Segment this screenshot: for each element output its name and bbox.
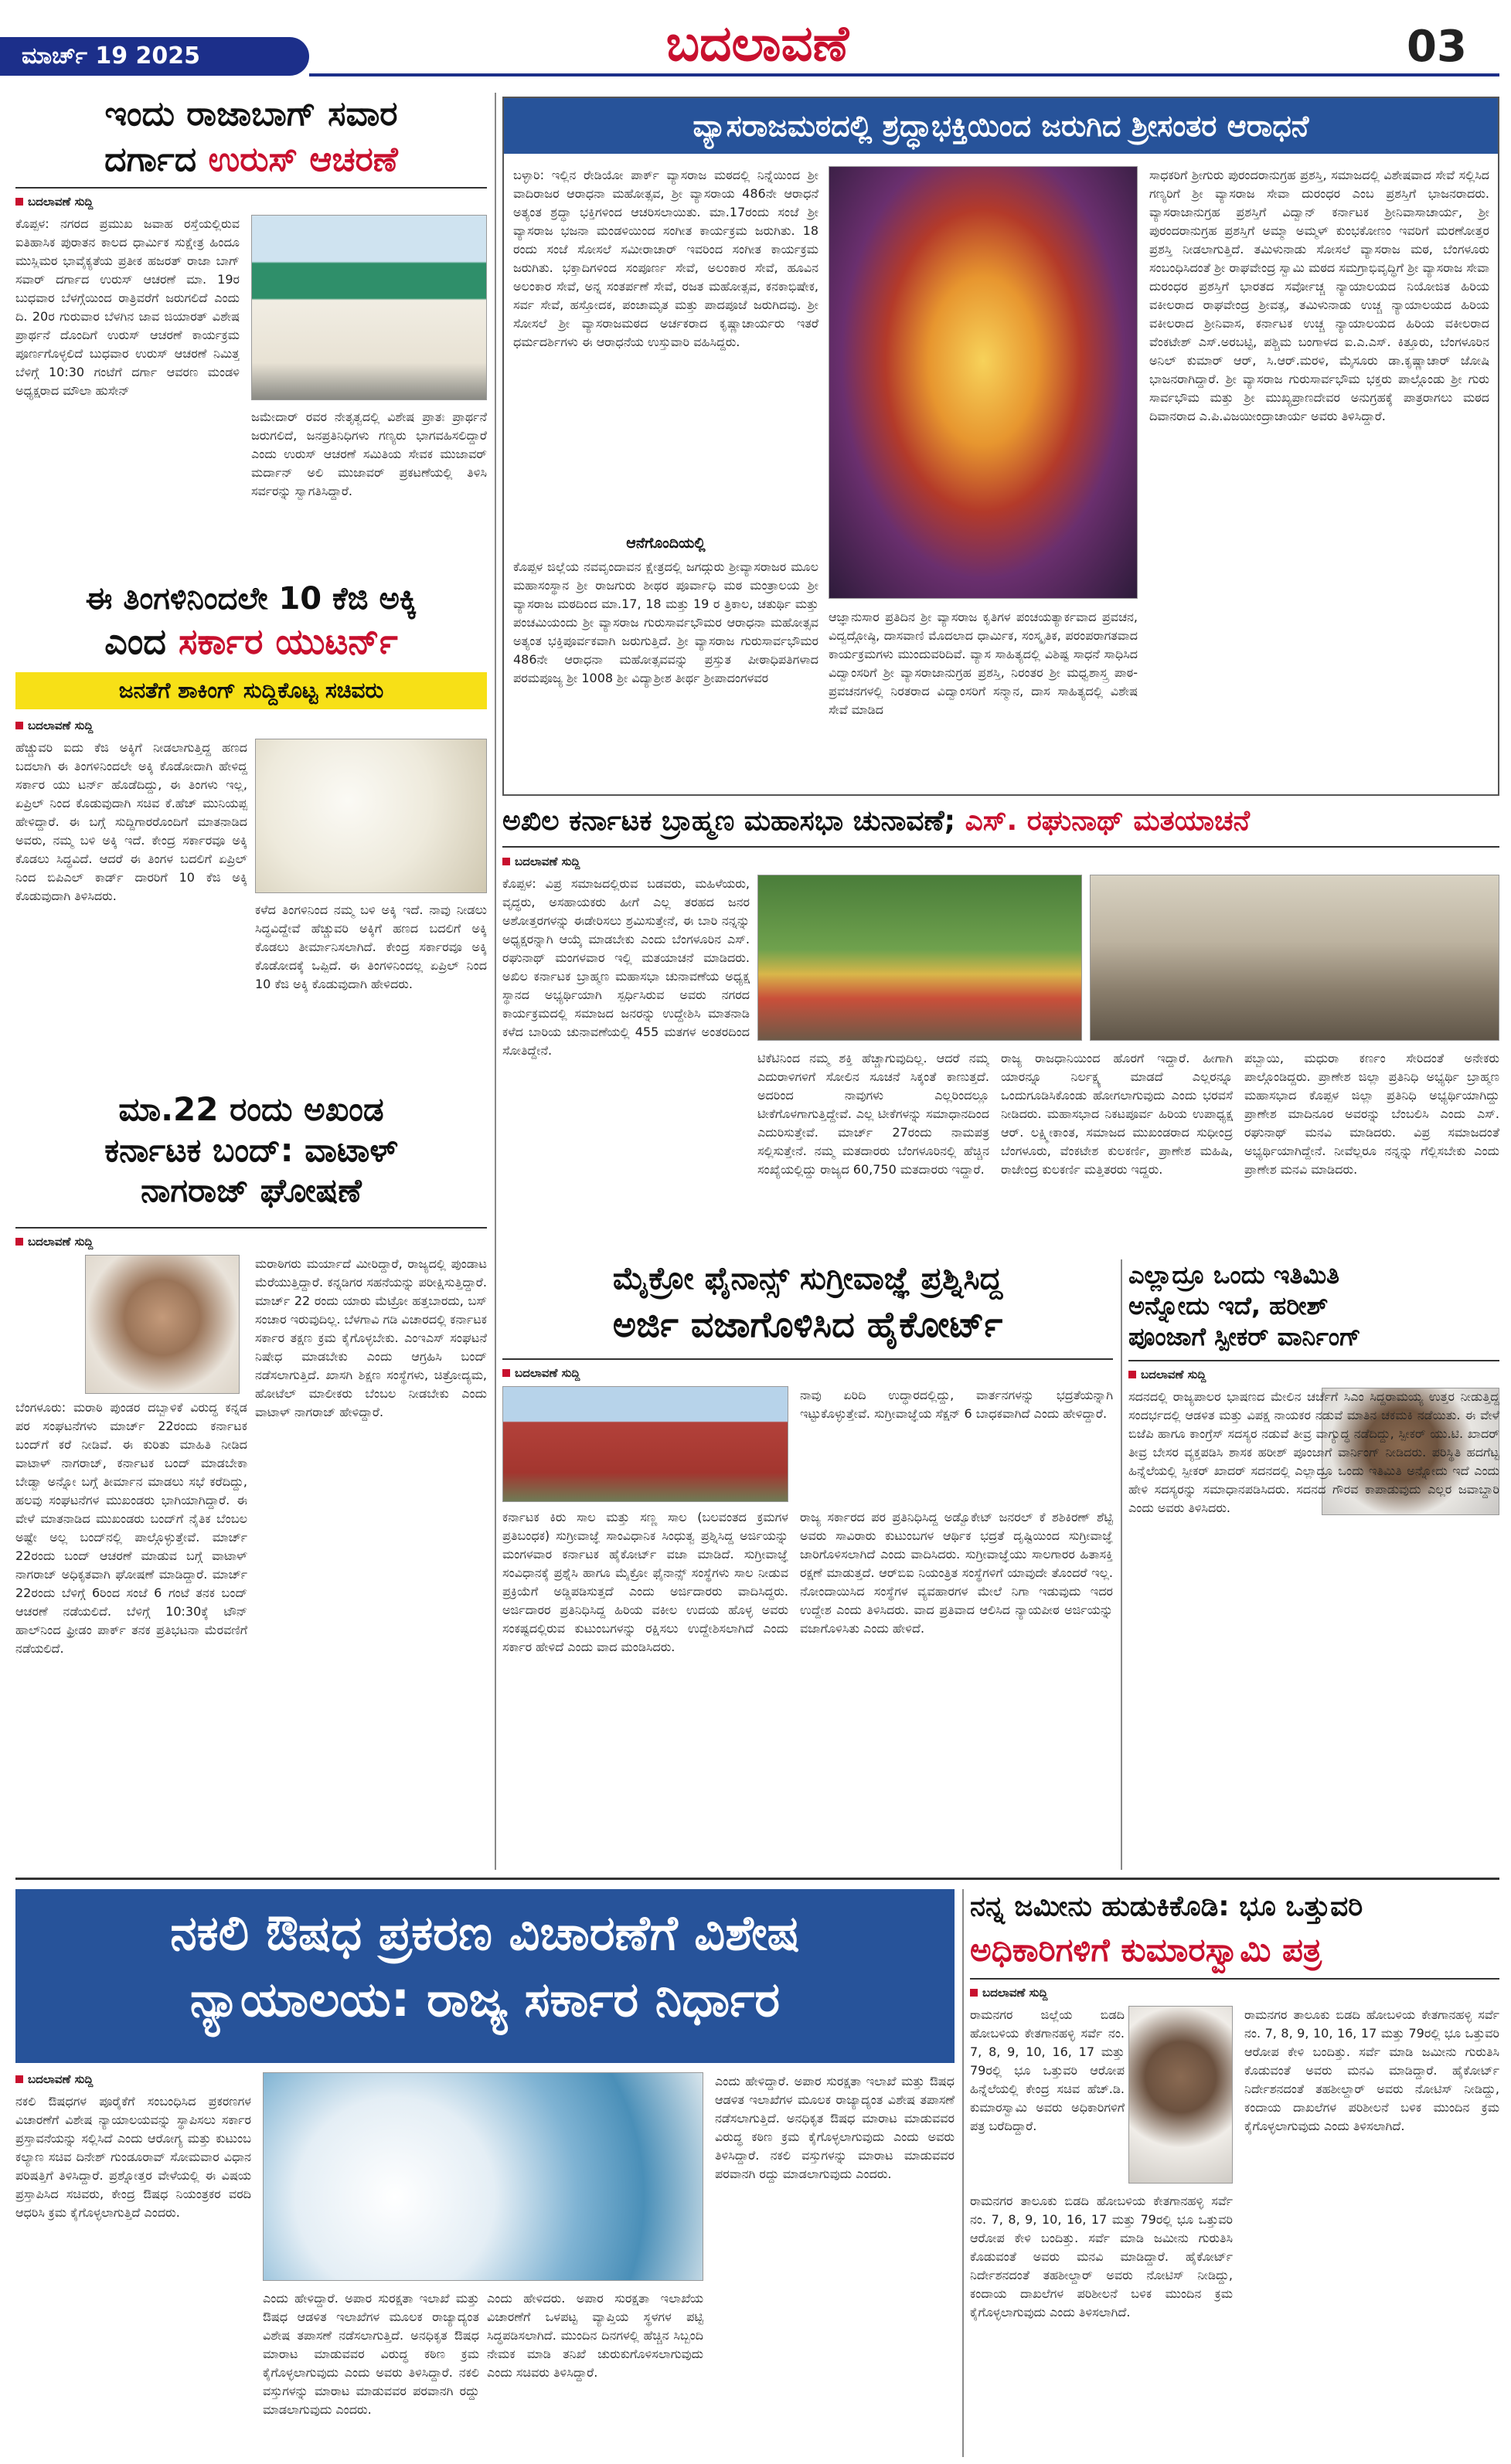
paper-title: ಬದಲಾವಣೆ	[665, 15, 849, 73]
section-divider	[15, 1878, 1499, 1880]
story-col-2: ಆಜ್ಞಾನುಸಾರ ಪ್ರತಿದಿನ ಶ್ರೀ ವ್ಯಾಸರಾಜ ಕೃತಿಗಳ ಪಂಚಯತ್ಯಾರ್ಕವಾದ ಪ್ರವಚನ, ವಿದ್ವದ್ಗೋಷ್ಠಿ, ದಾಸವಾಣಿ ಮೊದಲಾದ ಧಾರ್ಮಿಕ, ಸಂಸ್ಕೃತಿಕ, ಪರಂಪರಾಗತವಾದ ಕಾರ್ಯಕ್ರಮಗಳು ಮುಂದುವರಿದಿವೆ. ವ್ಯಾಸ ಸಾಹಿತ್ಯದಲ್ಲಿ ವಿಶಿಷ್ಟ ಸಾಧನೆ ಸಾಧಿಸಿದ ವಿದ್ವಾಂಸರಿಗೆ ಶ್ರೀ ವ್ಯಾಸರಾಜಾನುಗ್ರಹ ಪ್ರಶಸ್ತಿ, ನಿರಂತರ ಶ್ರೀ ಮಧ್ವಶಾಸ್ತ್ರ ಪಾಠ-ಪ್ರವಚನಗಳಲ್ಲಿ ನಿರತರಾದ ವಿದ್ವಾಂಸರಿಗೆ ಸನ್ಮಾನ, ದಾಸ ಸಾಹಿತ್ಯದಲ್ಲಿ ವಿಶೇಷ ಸೇವೆ ಮಾಡಿದ	[829, 610, 1138, 717]
byline-marker	[15, 1238, 23, 1246]
byline	[502, 1366, 580, 1380]
headline-line-2	[15, 620, 487, 664]
high-court-photo	[502, 1386, 788, 1502]
byline	[15, 195, 93, 209]
story-col-4: ಪಬ್ಬಾಯಿ, ಮಧುರಾ ಕರ್ಣಂ ಸೇರಿದಂತೆ ಅನೇಕರು ಪಾಲ್ಗೊಂಡಿದ್ದರು. ಪ್ರಾಣೇಶ ಜಿಲ್ಲಾ ಪ್ರತಿನಿಧಿ ಅಭ್ಯರ್ಥಿ ಬ್ರಾಹ್ಮಣ ಮಹಾಸಭಾದ ಕೊಪ್ಪಳ ಜಿಲ್ಲಾ ಪ್ರತಿನಿಧಿ ಅಭ್ಯರ್ಥಿಯಾಗಿದ್ದು ಪ್ರಾಣೇಶ ಮಾದಿನೂರ ಅವರನ್ನು ಬೆಂಬಲಿಸಿ ಎಂದು ಎಸ್. ರಘುನಾಥ್ ಮನವಿ ಮಾಡಿದರು. ವಿಪ್ರ ಸಮಾಜದಂತೆ ಅಭ್ಯರ್ಥಿಯಾಗಿದ್ದೇನೆ. ನೀವೆಲ್ಲರೂ ನನ್ನನ್ನು ಗೆಲ್ಲಿಸಬೇಕು ಎಂದು ಪ್ರಾಣೇಶ ಮನವಿ ಮಾಡಿದರು.	[1244, 1051, 1499, 1177]
headline-divider	[502, 846, 1499, 848]
byline-marker	[15, 722, 23, 729]
story-aradhane	[502, 97, 1499, 796]
story-col-3: ರಾಜ್ಯ ರಾಜಧಾನಿಯಿಂದ ಹೊರಗೆ ಇದ್ದಾರೆ. ಹೀಗಾಗಿ ಯಾರನ್ನೂ ನಿರ್ಲಕ್ಷ್ಯ ಮಾಡದೆ ಎಲ್ಲರನ್ನೂ ಒಂದುಗೂಡಿಸಿಕೊಂಡು ಹೋಗಲಾಗುವುದು ಎಂದು ಭರವಸೆ ನೀಡಿದರು. ಮಹಾಸಭಾದ ನಿಕಟಪೂರ್ವ ಹಿರಿಯ ಉಪಾಧ್ಯಕ್ಷ ಆರ್. ಲಕ್ಷ್ಮೀಕಾಂತ, ಸಮಾಜದ ಮುಖಂಡರಾದ ಸುಧೀಂದ್ರ ಬೆಂಗಳೂರು, ವೆಂಕಟೇಶ ಕುಲಕರ್ಣಿ, ಪ್ರಾಣೇಶ ಮಹಿಷಿ, ರಾಜೇಂದ್ರ ಕುಲಕರ್ಣಿ ಮತ್ತಿತರರು ಇದ್ದರು.	[1001, 1051, 1233, 1177]
byline-text: ಬದಲಾವಣೆ ಸುದ್ದಿ	[515, 1366, 580, 1380]
headline-part: ದರ್ಗಾದ	[104, 140, 197, 179]
story-continuation: ಕಳೆದ ತಿಂಗಳಿನಿಂದ ನಮ್ಮ ಬಳಿ ಅಕ್ಕಿ ಇದೆ. ನಾವು ನೀಡಲು ಸಿದ್ಧವಿದ್ದೇವೆ ಹೆಚ್ಚುವರಿ ಅಕ್ಕಿಗೆ ಹಣದ ಬದಲಿಗೆ ಅಕ್ಕಿ ಕೊಡಲು ತೀರ್ಮಾನಿಸಲಾಗಿದೆ. ಕೇಂದ್ರ ಸರ್ಕಾರವೂ ಅಕ್ಕಿ ಕೊಡೋದಕ್ಕೆ ಒಪ್ಪಿದೆ. ಈ ತಿಂಗಳಿನಿಂದಲ್ಲ ಏಪ್ರಿಲ್ ನಿಂದ 10 ಕೆಜಿ ಅಕ್ಕಿ ಕೊಡುವುದಾಗಿ ಹೇಳಿದರು.	[255, 902, 487, 991]
idol-photo	[829, 166, 1138, 599]
headline-line-1: ಎಲ್ಲಾದ್ರೂ ಒಂದು ಇತಿಮಿತಿ	[1128, 1260, 1340, 1290]
byline-text: ಬದಲಾವಣೆ ಸುದ್ದಿ	[982, 1986, 1048, 2000]
column-divider	[962, 1889, 964, 2457]
date-banner	[0, 37, 309, 76]
story-col-2: ಟಿಕೆಟಿನಿಂದ ನಮ್ಮ ಶಕ್ತಿ ಹೆಚ್ಚಾಗುವುದಿಲ್ಲ. ಆದರೆ ನಮ್ಮ ಎದುರಾಳಿಗಳಿಗೆ ಸೋಲಿನ ಸೂಚನೆ ಸಿಕ್ಕಂತೆ ಕಾಣುತ್ತದೆ. ಅದರಿಂದ ನಾವುಗಳು ಎಲ್ಲರಿಂದಲ್ಲೂ ಟೀಕೆಗೊಳಗಾಗುತ್ತಿದ್ದೇವೆ. ಎಲ್ಲ ಟೀಕೆಗಳನ್ನು ಸಮಾಧಾನದಿಂದ ಎದುರಿಸುತ್ತೇವೆ. ಮಾರ್ಚ್ 27ರಂದು ನಾಮಪತ್ರ ಸಲ್ಲಿಸುತ್ತೇನೆ. ನಮ್ಮ ಮತದಾರರು ಬೆಂಗಳೂರಿನಲ್ಲಿ ಹೆಚ್ಚಿನ ಸಂಖ್ಯೆಯಲ್ಲಿದ್ದು ರಾಜ್ಯದ 60,750 ಮತದಾರರು ಇದ್ದಾರೆ.	[757, 1051, 989, 1177]
meeting-stage-photo	[757, 875, 1082, 1041]
headline-highlight: ಎಸ್. ರಘುನಾಥ್ ಮತಯಾಚನೆ	[965, 805, 1251, 837]
byline-text: ಬದಲಾವಣೆ ಸುದ್ದಿ	[28, 719, 94, 732]
headline-part: ಅಖಿಲ ಕರ್ನಾಟಕ ಬ್ರಾಹ್ಮಣ ಮಹಾಸಭಾ ಚುನಾವಣೆ;	[502, 805, 956, 837]
story-continuation: ಮರಾಠಿಗರು ಮರ್ಯಾದೆ ಮೀರಿದ್ದಾರೆ, ರಾಜ್ಯದಲ್ಲಿ ಪುಂಡಾಟ ಮೆರೆಯುತ್ತಿದ್ದಾರೆ. ಕನ್ನಡಿಗರ ಸಹನೆಯನ್ನು ಪರೀಕ್ಷಿಸುತ್ತಿದ್ದಾರೆ. ಮಾರ್ಚ್ 22 ರಂದು ಯಾರು ಮೆಟ್ರೋ ಹತ್ತಬಾರದು, ಬಸ್ ಸಂಚಾರ ಇರುವುದಿಲ್ಲ. ಬೆಳಗಾವಿ ಗಡಿ ವಿಚಾರದಲ್ಲಿ ಕರ್ನಾಟಕ ಸರ್ಕಾರ ತಕ್ಷಣ ಕ್ರಮ ಕೈಗೊಳ್ಳಬೇಕು. ಎಂಇಎಸ್ ಸಂಘಟನೆ ನಿಷೇಧ ಮಾಡಬೇಕು ಎಂದು ಆಗ್ರಹಿಸಿ ಬಂದ್ ನಡೆಸಲಾಗುತ್ತಿದೆ. ಖಾಸಗಿ ಶಿಕ್ಷಣ ಸಂಸ್ಥೆಗಳು, ಚಿತ್ರೋದ್ಯಮ, ಹೋಟೆಲ್ ಮಾಲೀಕರು ಬೆಂಬಲ ನೀಡಬೇಕು ಎಂದು ವಾಟಾಳ್ ನಾಗರಾಜ್ ಹೇಳಿದ್ದಾರೆ.	[255, 1256, 487, 1419]
headline-line-1: ಇಂದು ರಾಜಾಬಾಗ್ ಸವಾರ	[104, 94, 398, 134]
byline-text: ಬದಲಾವಣೆ ಸುದ್ದಿ	[1141, 1368, 1206, 1382]
byline-marker	[15, 2075, 23, 2083]
story-continuation: ಜಮೇದಾರ್ ರವರ ನೇತೃತ್ವದಲ್ಲಿ ವಿಶೇಷ ಪ್ರಾತಃ ಪ್ರಾರ್ಥನೆ ಜರುಗಲಿದೆ, ಜನಪ್ರತಿನಿಧಿಗಳು ಗಣ್ಯರು ಭಾಗವಹಿಸಲಿದ್ದಾರೆ ಎಂದು ಉರುಸ್ ಆಚರಣೆ ಸಮಿತಿಯ ಸೇವಕ ಮುಜಾವರ್ ಮರ್ದಾನ್ ಅಲಿ ಮುಜಾವರ್ ಪ್ರಕಟಣೆಯಲ್ಲಿ ತಿಳಿಸಿ ಸರ್ವರನ್ನು ಸ್ವಾಗತಿಸಿದ್ದಾರೆ.	[251, 410, 487, 498]
meeting-audience-photo	[1090, 875, 1499, 1041]
headline-line-2: ಕರ್ನಾಟಕ ಬಂದ್: ವಾಟಾಳ್	[104, 1130, 398, 1169]
byline	[502, 855, 580, 868]
headline: ವ್ಯಾಸರಾಜಮಠದಲ್ಲಿ ಶ್ರದ್ಧಾಭಕ್ತಿಯಿಂದ ಜರುಗಿದ ಶ್ರೀಸಂತರ ಆರಾಧನೆ	[693, 109, 1309, 143]
issue-date: ಮಾರ್ಚ್ 19 2025	[22, 42, 201, 70]
kumaraswamy-photo	[1128, 2006, 1233, 2184]
byline-marker	[502, 1369, 510, 1377]
story-rice	[15, 579, 487, 1082]
page-number: 03	[1407, 22, 1467, 72]
byline-text: ಬದಲಾವಣೆ ಸುದ್ದಿ	[515, 855, 580, 868]
masthead	[0, 0, 1511, 85]
column-divider	[1121, 1259, 1122, 1870]
dargah-photo	[251, 215, 487, 400]
byline	[15, 1235, 93, 1249]
story-hdk	[970, 1889, 1499, 2457]
story-lead: ಸದನದಲ್ಲಿ ರಾಜ್ಯಪಾಲರ ಭಾಷಣದ ಮೇಲಿನ ಚರ್ಚೆಗೆ ಸಿಎಂ ಸಿದ್ದರಾಮಯ್ಯ ಉತ್ತರ ನೀಡುತ್ತಿದ್ದ ಸಂದರ್ಭದಲ್ಲಿ ಆಡಳಿತ ಮತ್ತು ವಿಪಕ್ಷ ನಾಯಕರ ನಡುವೆ ಮಾತಿನ ಚಕಮಕಿ ನಡೆಯಿತು. ಈ ವೇಳೆ ಬಿಜೆಪಿ ಹಾಗೂ ಕಾಂಗ್ರೆಸ್ ಸದಸ್ಯರ ನಡುವೆ ತೀವ್ರ ವಾಗ್ಯುದ್ಧ ನಡೆದಿದ್ದು, ಸ್ಪೀಕರ್ ಯು.ಟಿ. ಖಾದರ್ ತೀವ್ರ ಬೇಸರ ವ್ಯಕ್ತಪಡಿಸಿ ಶಾಸಕ ಹರೀಶ್ ಪೂಂಜಾಗೆ ವಾರ್ನಿಂಗ್ ನೀಡಿದರು. ಪರಿಸ್ಥಿತಿ ಹದಗೆಟ್ಟ ಹಿನ್ನೆಲೆಯಲ್ಲಿ ಸ್ಪೀಕರ್ ಖಾದರ್ ಸದನದಲ್ಲಿ ಎಲ್ಲಾದ್ರೂ ಒಂದು ಇತಿಮಿತಿ ಅನ್ನೋದು ಇದೆ ಎಂದು ಹೇಳಿ ಸದಸ್ಯರನ್ನು ಸಮಾಧಾನಪಡಿಸಿದರು. ಸದನದ ಗೌರವ ಕಾಪಾಡುವುದು ಎಲ್ಲರ ಜವಾಬ್ದಾರಿ ಎಂದು ಅವರು ತಿಳಿಸಿದರು.	[1128, 1389, 1499, 1515]
headline-divider	[970, 1978, 1499, 1980]
byline	[15, 2072, 93, 2086]
story-lead: ಹೆಚ್ಚುವರಿ ಐದು ಕೆಜಿ ಅಕ್ಕಿಗೆ ನೀಡಲಾಗುತ್ತಿದ್ದ ಹಣದ ಬದಲಾಗಿ ಈ ತಿಂಗಳಿನಿಂದಲೇ ಅಕ್ಕಿ ಕೊಡೋದಾಗಿ ಹೇಳಿದ್ದ ಸರ್ಕಾರ ಯು ಟರ್ನ್ ಹೊಡೆದಿದ್ದು, ಈ ತಿಂಗಳು ಇಲ್ಲ, ಏಪ್ರಿಲ್ ನಿಂದ ಕೊಡುವುದಾಗಿ ಸಚಿವ ಕೆ.ಹೆಚ್ ಮುನಿಯಪ್ಪ ಹೇಳಿದ್ದಾರೆ. ಈ ಬಗ್ಗೆ ಸುದ್ದಿಗಾರರೊಂದಿಗೆ ಮಾತನಾಡಿದ ಅವರು, ನಮ್ಮ ಬಳಿ ಅಕ್ಕಿ ಇದೆ. ಕೇಂದ್ರ ಸರ್ಕಾರವೂ ಅಕ್ಕಿ ಕೊಡಲು ಸಿದ್ಧವಿದೆ. ಆದರೆ ಈ ತಿಂಗಳ ಬದಲಿಗೆ ಏಪ್ರಿಲ್ ನಿಂದ ಬಿಪಿಎಲ್ ಕಾರ್ಡ್ ದಾರರಿಗೆ 10 ಕೆಜಿ ಅಕ್ಕಿ ಕೊಡುವುದಾಗಿ ತಿಳಿಸಿದರು.	[15, 740, 247, 903]
story-lead: ಕೊಪ್ಪಳ: ನಗರದ ಪ್ರಮುಖ ಜವಾಹ ರಸ್ತೆಯಲ್ಲಿರುವ ಐತಿಹಾಸಿಕ ಪುರಾತನ ಕಾಲದ ಧಾರ್ಮಿಕ ಸುಕ್ಷೇತ್ರ ಹಿಂದೂ ಮುಸ್ಲಿಮರ ಭಾವೈಕ್ಯತೆಯ ಪ್ರತೀಕ ಹಜರತ್ ರಾಜಾ ಬಾಗ್ ಸವಾರ್ ದರ್ಗಾದ ಉರುಸ್ ಆಚರಣೆ ಮಾ. 19ರ ಬುಧವಾರ ಬೆಳಗ್ಗೆಯಿಂದ ರಾತ್ರಿವರೆಗೆ ಜರುಗಲಿದೆ ಎಂದು ದಿ. 20ರ ಗುರುವಾರ ಬೆಳಗಿನ ಜಾವ ಜಿಯಾರತ್ ವಿಶೇಷ ಪ್ರಾರ್ಥನೆ ದೊಂದಿಗೆ ಉರುಸ್ ಆಚರಣೆ ಕಾರ್ಯಕ್ರಮ ಪೂರ್ಣಗೊಳ್ಳಲಿದೆ ಬುಧವಾರ ಉರುಸ್ ಆಚರಣೆ ನಿಮಿತ್ತ ಬೆಳಿಗ್ಗೆ 10:30 ಗಂಟೆಗೆ ದರ್ಗಾ ಆವರಣ ಮಂಡಳಿ ಅಧ್ಯಕ್ಷರಾದ ಮೌಲಾ ಹುಸೇನ್	[15, 216, 240, 398]
headline-divider	[15, 1227, 487, 1229]
story-brahmana	[502, 804, 1499, 1252]
byline-marker	[1128, 1371, 1136, 1378]
headline-line-3: ಪೂಂಜಾಗೆ ಸ್ಪೀಕರ್ ವಾರ್ನಿಂಗ್	[1128, 1322, 1361, 1351]
headline-line-2: ಅನ್ನೋದು ಇದೆ, ಹರೀಶ್	[1128, 1291, 1329, 1320]
story-col-2: ರಾಜ್ಯ ಸರ್ಕಾರದ ಪರ ಪ್ರತಿನಿಧಿಸಿದ್ದ ಅಡ್ವೊಕೇಟ್ ಜನರಲ್ ಕೆ ಶಶಿಕಿರಣ್ ಶೆಟ್ಟಿ ಅವರು ಸಾವಿರಾರು ಕುಟುಂಬಗಳ ಆರ್ಥಿಕ ಭದ್ರತೆ ದೃಷ್ಟಿಯಿಂದ ಸುಗ್ರೀವಾಜ್ಞೆ ಜಾರಿಗೊಳಿಸಲಾಗಿದೆ ಎಂದು ವಾದಿಸಿದರು. ಸುಗ್ರೀವಾಜ್ಞೆಯು ಸಾಲಗಾರರ ಹಿತಾಸಕ್ತಿ ರಕ್ಷಣೆ ಮಾಡುತ್ತದೆ. ಆರ್‌ಬಿಐ ನಿಯಂತ್ರಿತ ಸಂಸ್ಥೆಗಳಿಗೆ ಯಾವುದೇ ತೊಂದರೆ ಇಲ್ಲ. ನೋಂದಾಯಿಸಿದ ಸಂಸ್ಥೆಗಳ ವ್ಯವಹಾರಗಳ ಮೇಲೆ ನಿಗಾ ಇಡುವುದು ಇದರ ಉದ್ದೇಶ ಎಂದು ತಿಳಿಸಿದರು. ವಾದ ಪ್ರತಿವಾದ ಆಲಿಸಿದ ನ್ಯಾಯಪೀಠ ಅರ್ಜಿಯನ್ನು ವಜಾಗೊಳಿಸಿತು ಎಂದು ಹೇಳಿದೆ.	[800, 1510, 1113, 1636]
headline-part: ಎಂದ	[104, 620, 166, 662]
headline-highlight: ಉರುಸ್ ಆಚರಣೆ	[208, 140, 398, 179]
headline-line-1: ಈ ತಿಂಗಳಿನಿಂದಲೇ 10 ಕೆಜಿ ಅಕ್ಕಿ	[85, 581, 417, 617]
byline-text: ಬದಲಾವಣೆ ಸುದ್ದಿ	[28, 195, 94, 209]
headline-line-1: ನನ್ನ ಜಮೀನು ಹುಡುಕಿಕೊಡಿ: ಭೂ ಒತ್ತುವರಿ	[970, 1891, 1363, 1922]
headline-divider	[15, 187, 487, 189]
headline-line-2	[15, 138, 487, 181]
byline	[15, 719, 93, 732]
headline-divider	[502, 1358, 1113, 1360]
story-col-1b: ರಾಮನಗರ ತಾಲೂಕು ಬಿಡದಿ ಹೋಬಳಿಯ ಕೇತಗಾನಹಳ್ಳಿ ಸರ್ವೆ ನಂ. 7, 8, 9, 10, 16, 17 ಮತ್ತು 79ರಲ್ಲಿ ಭೂ ಒತ್ತುವರಿ ಆರೋಪ ಕೇಳಿ ಬಂದಿತ್ತು. ಸರ್ವೆ ಮಾಡಿ ಜಮೀನು ಗುರುತಿಸಿ ಕೊಡುವಂತೆ ಅವರು ಮನವಿ ಮಾಡಿದ್ದಾರೆ. ಹೈಕೋರ್ಟ್ ನಿರ್ದೇಶನದಂತೆ ತಹಶೀಲ್ದಾರ್ ಅವರು ನೋಟಿಸ್ ನೀಡಿದ್ದು, ಕಂದಾಯ ದಾಖಲೆಗಳ ಪರಿಶೀಲನೆ ಬಳಿಕ ಮುಂದಿನ ಕ್ರಮ ಕೈಗೊಳ್ಳಲಾಗುವುದು ಎಂದು ತಿಳಿಸಲಾಗಿದೆ.	[970, 2194, 1233, 2320]
story-drug-court	[15, 1889, 955, 2457]
story-col-1: ಬಳ್ಳಾರಿ: ಇಲ್ಲಿನ ರೇಡಿಯೋ ಪಾರ್ಕ್ ವ್ಯಾಸರಾಜ ಮಠದಲ್ಲಿ ನಿನ್ನೆಯಿಂದ ಶ್ರೀ ವಾದಿರಾಜರ ಆರಾಧನಾ ಮಹೋತ್ಸವ, ಶ್ರೀ ವ್ಯಾಸರಾಯ 486ನೇ ಆರಾಧನೆ ಅತ್ಯಂತ ಶ್ರದ್ಧಾ ಭಕ್ತಿಗಳಿಂದ ಆಚರಿಸಲಾಯಿತು. ಮಾ.17ರಂದು ಸಂಜೆ ಶ್ರೀ ವ್ಯಾಸರಾಜ ಭಜನಾ ಮಂಡಳಿಯಿಂದ ಸಂಗೀತ ಕಾರ್ಯಕ್ರಮ ಜರುಗಿತು. 18 ರಂದು ಸಂಜೆ ಸೋಸಲೆ ಸಮೀರಾಚಾರ್ ಇವರಿಂದ ಸಂಗೀತ ಕಾರ್ಯಕ್ರಮ ಜರುಗಿತು. ಭಕ್ತಾದಿಗಳಿಂದ ಸಂಪೂರ್ಣ ಸೇವೆ, ಅಲಂಕಾರ ಸೇವೆ, ಹೂವಿನ ಅಲಂಕಾರ ಸೇವೆ, ಅನ್ನ ಸಂತರ್ಪಣೆ ಸೇವೆ, ರಜತ ಮಹೋತ್ಸವ, ಕನಕಾಭಿಷೇಕ, ಸರ್ವ ಸೇವೆ, ಹಸ್ತೋದಕ, ಪಂಚಾಮೃತ ಮತ್ತು ಪಾದಪೂಜೆ ಜರುಗಿದವು. ಶ್ರೀ ಸೋಸಲೆ ಶ್ರೀ ವ್ಯಾಸರಾಜಮಠದ ಅರ್ಚಕರಾದ ಕೃಷ್ಣಾಚಾರ್ಯರು ಇತರೆ ಧರ್ಮದರ್ಶಿಗಳು ಈ ಆರಾಧನೆಯ ಉಸ್ತುವಾರಿ ವಹಿಸಿದ್ದರು.	[513, 168, 818, 349]
headline-divider	[1128, 1360, 1499, 1361]
headline	[502, 804, 1499, 838]
subhead: ಆನೆಗೊಂದಿಯಲ್ಲಿ	[626, 535, 706, 552]
story-speaker	[1128, 1259, 1499, 1870]
headline-line-1: ಮೈಕ್ರೋ ಫೈನಾನ್ಸ್ ಸುಗ್ರೀವಾಜ್ಞೆ ಪ್ರಶ್ನಿಸಿದ್ದ	[612, 1261, 1003, 1297]
byline-marker	[15, 198, 23, 206]
story-col-1b: ಕರ್ನಾಟಕ ಕಿರು ಸಾಲ ಮತ್ತು ಸಣ್ಣ ಸಾಲ (ಬಲವಂತದ ಕ್ರಮಗಳ ಪ್ರತಿಬಂಧಕ) ಸುಗ್ರೀವಾಜ್ಞೆ ಸಾಂವಿಧಾನಿಕ ಸಿಂಧುತ್ವ ಪ್ರಶ್ನಿಸಿದ್ದ ಅರ್ಜಿಯನ್ನು ಮಂಗಳವಾರ ಕರ್ನಾಟಕ ಹೈಕೋರ್ಟ್ ವಜಾ ಮಾಡಿದೆ. ಸುಗ್ರೀವಾಜ್ಞೆ ಸಂವಿಧಾನಕ್ಕೆ ಪ್ರಶ್ನೆಸಿ ಹಾಗೂ ಮೈಕ್ರೋ ಫೈನಾನ್ಸ್ ಸಂಸ್ಥೆಗಳು ಸಾಲ ನೀಡುವ ಪ್ರಕ್ರಿಯೆಗೆ ಅಡ್ಡಿಪಡಿಸುತ್ತದೆ ಎಂದು ಅರ್ಜಿದಾರರು ವಾದಿಸಿದ್ದರು. ಅರ್ಜಿದಾರರ ಪ್ರತಿನಿಧಿಸಿದ್ದ ಹಿರಿಯ ವಕೀಲ ಉದಯ ಹೊಳ್ಳ ಅವರು ಸಂಕಷ್ಟದಲ್ಲಿರುವ ಕುಟುಂಬಗಳನ್ನು ರಕ್ಷಿಸಲು ಉದ್ದೇಶಿಸಲಾಗಿದೆ ಎಂದು ಸರ್ಕಾರ ಹೇಳಿದೆ ಎಂದು ವಾದ ಮಂಡಿಸಿದರು.	[502, 1510, 788, 1654]
byline-text: ಬದಲಾವಣೆ ಸುದ್ದಿ	[28, 2072, 94, 2086]
headline-line-1: ನಕಲಿ ಔಷಧ ಪ್ರಕರಣ ವಿಚಾರಣೆಗೆ ವಿಶೇಷ	[170, 1905, 800, 1961]
masthead-rule	[309, 73, 1499, 76]
headline-line-1: ಮಾ.22 ರಂದು ಅಖಂಡ	[118, 1090, 384, 1128]
story-col-1: ರಾಮನಗರ ಜಿಲ್ಲೆಯ ಬಿಡದಿ ಹೋಬಳಿಯ ಕೇತಗಾನಹಳ್ಳಿ ಸರ್ವೆ ನಂ. 7, 8, 9, 10, 16, 17 ಮತ್ತು 79ರಲ್ಲಿ ಭೂ ಒತ್ತುವರಿ ಆರೋಪ ಹಿನ್ನೆಲೆಯಲ್ಲಿ ಕೇಂದ್ರ ಸಚಿವ ಹೆಚ್.ಡಿ. ಕುಮಾರಸ್ವಾಮಿ ಅವರು ಅಧಿಕಾರಿಗಳಿಗೆ ಪತ್ರ ಬರೆದಿದ್ದಾರೆ.	[970, 2007, 1125, 2133]
story-col-1: ನಕಲಿ ಔಷಧಗಳ ಪೂರೈಕೆಗೆ ಸಂಬಂಧಿಸಿದ ಪ್ರಕರಣಗಳ ವಿಚಾರಣೆಗೆ ವಿಶೇಷ ನ್ಯಾಯಾಲಯವನ್ನು ಸ್ಥಾಪಿಸಲು ಸರ್ಕಾರ ಪ್ರಸ್ತಾವನೆಯನ್ನು ಸಲ್ಲಿಸಿದೆ ಎಂದು ಆರೋಗ್ಯ ಮತ್ತು ಕುಟುಂಬ ಕಲ್ಯಾಣ ಸಚಿವ ದಿನೇಶ್ ಗುಂಡೂರಾವ್ ಸೋಮವಾರ ವಿಧಾನ ಪರಿಷತ್ತಿಗೆ ತಿಳಿಸಿದ್ದಾರೆ. ಪ್ರಶ್ನೋತ್ತರ ವೇಳೆಯಲ್ಲಿ ಈ ವಿಷಯ ಪ್ರಸ್ತಾಪಿಸಿದ ಸಚಿವರು, ಕೇಂದ್ರ ಔಷಧ ನಿಯಂತ್ರಕರ ವರದಿ ಆಧರಿಸಿ ಕ್ರಮ ಕೈಗೊಳ್ಳಲಾಗುತ್ತಿದೆ ಎಂದರು.	[15, 2094, 251, 2220]
subhead-banner: ಜನತೆಗೆ ಶಾಕಿಂಗ್ ಸುದ್ದಿಕೊಟ್ಟ ಸಚಿವರು	[15, 672, 487, 709]
byline	[1128, 1368, 1206, 1382]
byline-text: ಬದಲಾವಣೆ ಸುದ್ದಿ	[28, 1235, 94, 1249]
byline-marker	[970, 1989, 978, 1997]
story-lead: ಬೆಂಗಳೂರು: ಮರಾಠಿ ಪುಂಡರ ದಬ್ಬಾಳಿಕೆ ವಿರುದ್ಧ ಕನ್ನಡ ಪರ ಸಂಘಟನೆಗಳು ಮಾರ್ಚ್ 22ರಂದು ಕರ್ನಾಟಕ ಬಂದ್‌ಗೆ ಕರೆ ನೀಡಿವೆ. ಈ ಕುರಿತು ಮಾಹಿತಿ ನೀಡಿದ ವಾಟಾಳ್ ನಾಗರಾಜ್, ಕರ್ನಾಟಕ ಬಂದ್ ಮಾಡಬೇಕಾ ಬೇಡ್ವಾ ಅನ್ನೋ ಬಗ್ಗೆ ತೀರ್ಮಾನ ಮಾಡಲು ಸಭೆ ಕರೆದಿದ್ದು, ಹಲವು ಸಂಘಟನೆಗಳ ಮುಖಂಡರು ಭಾಗಿಯಾಗಿದ್ದಾರೆ. ಈ ವೇಳೆ ಮಾತನಾಡಿದ ಮುಖಂಡರು ಬಂದ್‌ಗೆ ನೈತಿಕ ಬೆಂಬಲ ಅಷ್ಟೇ ಅಲ್ಲ ಬಂದ್‌ನಲ್ಲಿ ಪಾಲ್ಗೊಳ್ಳುತ್ತೇವೆ. ಮಾರ್ಚ್ 22ರಂದು ಬಂದ್ ಆಚರಣೆ ಮಾಡುವ ಬಗ್ಗೆ ವಾಟಾಳ್ ನಾಗರಾಜ್ ಅಧಿಕೃತವಾಗಿ ಘೋಷಣೆ ಮಾಡಿದ್ದಾರೆ. ಮಾರ್ಚ್ 22ರಂದು ಬೆಳಿಗ್ಗೆ 6ರಿಂದ ಸಂಜೆ 6 ಗಂಟೆ ತನಕ ಬಂದ್ ಆಚರಣೆ ನಡೆಯಲಿದೆ. ಬೆಳಿಗ್ಗೆ 10:30ಕ್ಕೆ ಟೌನ್ ಹಾಲ್‌ನಿಂದ ಫ್ರೀಡಂ ಪಾರ್ಕ್ ತನಕ ಪ್ರತಿಭಟನಾ ಮೆರವಣಿಗೆ ನಡೆಯಲಿದೆ.	[15, 1400, 247, 1656]
medicine-photo	[263, 2072, 703, 2281]
headline-line-2: ನ್ಯಾಯಾಲಯ: ರಾಜ್ಯ ಸರ್ಕಾರ ನಿರ್ಧಾರ	[189, 1970, 781, 2027]
headline-line-2: ಅಧಿಕಾರಿಗಳಿಗೆ ಕುಮಾರಸ್ವಾಮಿ ಪತ್ರ	[970, 1931, 1322, 1969]
headline-line-2: ಅರ್ಜಿ ವಜಾಗೊಳಿಸಿದ ಹೈಕೋರ್ಟ್	[612, 1303, 1003, 1345]
story-bandh	[15, 1089, 487, 1870]
story-col-3: ಸಾಧಕರಿಗೆ ಶ್ರೀಗುರು ಪುರಂದರಾನುಗ್ರಹ ಪ್ರಶಸ್ತಿ, ಸಮಾಜದಲ್ಲಿ ವಿಶೇಷವಾದ ಸೇವೆ ಸಲ್ಲಿಸಿದ ಗಣ್ಯರಿಗೆ ಶ್ರೀ ವ್ಯಾಸರಾಜ ಸೇವಾ ದುರಂಧರ ಎಂಬ ಪ್ರಶಸ್ತಿಗೆ ಭಾಜನರಾದರು. ವ್ಯಾಸರಾಜಾನುಗ್ರಹ ಪ್ರಶಸ್ತಿಗೆ ವಿದ್ವಾನ್ ಕರ್ನಾಟಕ ಶ್ರೀನಿವಾಸಾಚಾರ್ಯ, ಶ್ರೀ ಪುರಂದರಾನುಗ್ರಹ ಪ್ರಶಸ್ತಿಗೆ ಅಮ್ಮಾ ಅಮ್ಮಳ್ ಕುಂಭಕೋಣಂ ಇವರಿಗೆ ಮರಣೋತ್ತರ ಪ್ರಶಸ್ತಿ ನೀಡಲಾಗುತ್ತಿದೆ. ತಮಿಳುನಾಡು ಸೋಸಲೆ ವ್ಯಾಸರಾಜ ಮಠ, ಬೆಂಗಳೂರು ಸಂಬಂಧಿಸಿದಂತೆ ಶ್ರೀ ರಾಘವೇಂದ್ರ ಸ್ವಾಮಿ ಮಠದ ಸಮಗ್ರಾಭಿವೃದ್ಧಿಗೆ ಶ್ರೀ ವ್ಯಾಸರಾಜ ಸೇವಾ ದುರಂಧರ ಪ್ರಶಸ್ತಿಗೆ ಭಾರತದ ಸರ್ವೋಚ್ಚ ನ್ಯಾಯಾಲಯದ ನಿಯೋಜಿತ ಹಿರಿಯ ವಕೀಲರಾದ ರಾಘವೇಂದ್ರ ಶ್ರೀವತ್ಸ, ತಮಿಳುನಾಡು ಉಚ್ಚ ನ್ಯಾಯಾಲಯದ ಹಿರಿಯ ವಕೀಲರಾದ ಶ್ರೀನಿವಾಸ, ಕರ್ನಾಟಕ ಉಚ್ಚ ನ್ಯಾಯಾಲಯದ ಹಿರಿಯ ವಕೀಲರಾದ ವೆಂಕಟೇಶ್ ಎಸ್.ಅರಬಟ್ಟಿ, ಪಶ್ಚಿಮ ಬಂಗಾಳದ ಐ.ಎ.ಎಸ್. ಕಿತ್ತೂರು, ಬೆಂಗಳೂರಿನ ಅನಿಲ್ ಕುಮಾರ್ ಆರ್, ಸಿ.ಆರ್.ಮರಳಿ, ಮೈಸೂರು ಡಾ.ಕೃಷ್ಣಾಚಾರ್ ಜೋಷಿ ಭಾಜನರಾಗಿದ್ದಾರೆ. ಶ್ರೀ ವ್ಯಾಸರಾಜ ಗುರುಸಾರ್ವಭೌಮ ಭಕ್ತರು ಪಾಲ್ಗೊಂಡು ಶ್ರೀ ಗುರು ಸಾರ್ವಭೌಮ ಮತ್ತು ಶ್ರೀ ಮುಖ್ಯಪ್ರಾಣದೇವರ ಅನುಗ್ರಹಕ್ಕೆ ಪಾತ್ರರಾಗಲು ಮಠದ ದಿವಾನರಾದ ಎ.ಪಿ.ವಿಜಯೀಂದ್ರಾಚಾರ್ಯ ಅವರು ತಿಳಿಸಿದ್ದಾರೆ.	[1149, 168, 1489, 423]
story-col-3: ಎಂದು ಹೇಳಿದರು. ಅಪಾರ ಸುರಕ್ಷತಾ ಇಲಾಖೆಯ ವಿಚಾರಣೆಗೆ ಒಳಪಟ್ಟ ವ್ಯಾಪ್ತಿಯ ಸ್ಥಳಗಳ ಪಟ್ಟಿ ಸಿದ್ಧಪಡಿಸಲಾಗಿದೆ. ಮುಂದಿನ ದಿನಗಳಲ್ಲಿ ಹೆಚ್ಚಿನ ಸಿಬ್ಬಂದಿ ನೇಮಕ ಮಾಡಿ ತನಿಖೆ ಚುರುಕುಗೊಳಿಸಲಾಗುವುದು ಎಂದು ಸಚಿವರು ತಿಳಿಸಿದ್ದಾರೆ.	[487, 2291, 703, 2380]
story-col-1: ಕೊಪ್ಪಳ: ವಿಪ್ರ ಸಮಾಜದಲ್ಲಿರುವ ಬಡವರು, ಮಹಿಳೆಯರು, ವೃದ್ಧರು, ಅಸಹಾಯಕರು ಹೀಗೆ ಎಲ್ಲ ತರಹದ ಜನರ ಅಶೋತ್ತರಗಳನ್ನು ಈಡೇರಿಸಲು ಶ್ರಮಿಸುತ್ತೇನೆ, ಈ ಬಾರಿ ನನ್ನನ್ನು ಅಧ್ಯಕ್ಷರನ್ನಾಗಿ ಆಯ್ಕೆ ಮಾಡಬೇಕು ಎಂದು ಬೆಂಗಳೂರಿನ ಎಸ್. ರಘುನಾಥ್ ಮಂಗಳವಾರ ಇಲ್ಲಿ ಮತಯಾಚನೆ ಮಾಡಿದರು. ಅಖಿಲ ಕರ್ನಾಟಕ ಬ್ರಾಹ್ಮಣ ಮಹಾಸಭಾ ಚುನಾವಣೆಯ ಅಧ್ಯಕ್ಷ ಸ್ಥಾನದ ಅಭ್ಯರ್ಥಿಯಾಗಿ ಸ್ಪರ್ಧಿಸಿರುವ ಅವರು ನಗರದ ಕಾರ್ಯಕ್ರಮದಲ್ಲಿ ಸಮಾಜದ ಜನರನ್ನು ಉದ್ದೇಶಿಸಿ ಮಾತನಾಡಿ ಕಳೆದ ಬಾರಿಯ ಚುನಾವಣೆಯಲ್ಲಿ 455 ಮತಗಳ ಅಂತರದಿಂದ ಸೋತಿದ್ದೇನೆ.	[502, 876, 750, 1058]
byline	[970, 1986, 1047, 2000]
headline-banner	[15, 1889, 955, 2063]
rice-photo	[255, 739, 487, 893]
story-col-1a: ನಾವು ಏರಿದಿ ಉದ್ಧಾರದಲ್ಲಿದ್ದು, ವಾರ್ತನಗಳನ್ನು ಭದ್ರತೆಯನ್ನಾಗಿ ಇಟ್ಟುಕೊಳ್ಳುತ್ತೇವೆ. ಸುಗ್ರೀವಾಜ್ಞೆಯ ಸೆಕ್ಷನ್ 6 ಬಾಧಕವಾಗಿದೆ ಎಂದು ಹೇಳಿದ್ದಾರೆ.	[800, 1388, 1113, 1421]
byline-marker	[502, 858, 510, 865]
headline-highlight: ಸರ್ಕಾರ ಯುಟರ್ನ್	[178, 620, 398, 662]
headline-line-3: ನಾಗರಾಜ್ ಘೋಷಣೆ	[141, 1171, 362, 1209]
story-col-4: ಎಂದು ಹೇಳಿದ್ದಾರೆ. ಅಪಾರ ಸುರಕ್ಷತಾ ಇಲಾಖೆ ಮತ್ತು ಔಷಧ ಆಡಳಿತ ಇಲಾಖೆಗಳ ಮೂಲಕ ರಾಜ್ಯಾದ್ಯಂತ ವಿಶೇಷ ತಪಾಸಣೆ ನಡೆಸಲಾಗುತ್ತಿದೆ. ಅನಧಿಕೃತ ಔಷಧ ಮಾರಾಟ ಮಾಡುವವರ ವಿರುದ್ಧ ಕಠಿಣ ಕ್ರಮ ಕೈಗೊಳ್ಳಲಾಗುವುದು ಎಂದು ಅವರು ತಿಳಿಸಿದ್ದಾರೆ. ನಕಲಿ ವಸ್ತುಗಳನ್ನು ಮಾರಾಟ ಮಾಡುವವರ ಪರವಾನಗಿ ರದ್ದು ಮಾಡಲಾಗುವುದು ಎಂದರು.	[715, 2074, 955, 2181]
story-col-2: ಎಂದು ಹೇಳಿದ್ದಾರೆ. ಅಪಾರ ಸುರಕ್ಷತಾ ಇಲಾಖೆ ಮತ್ತು ಔಷಧ ಆಡಳಿತ ಇಲಾಖೆಗಳ ಮೂಲಕ ರಾಜ್ಯಾದ್ಯಂತ ವಿಶೇಷ ತಪಾಸಣೆ ನಡೆಸಲಾಗುತ್ತಿದೆ. ಅನಧಿಕೃತ ಔಷಧ ಮಾರಾಟ ಮಾಡುವವರ ವಿರುದ್ಧ ಕಠಿಣ ಕ್ರಮ ಕೈಗೊಳ್ಳಲಾಗುವುದು ಎಂದು ಅವರು ತಿಳಿಸಿದ್ದಾರೆ. ನಕಲಿ ವಸ್ತುಗಳನ್ನು ಮಾರಾಟ ಮಾಡುವವರ ಪರವಾನಗಿ ರದ್ದು ಮಾಡಲಾಗುವುದು ಎಂದರು.	[263, 2291, 479, 2417]
headline-banner	[504, 98, 1498, 154]
story-microfinance	[502, 1259, 1113, 1870]
story-col-1b: ಕೊಪ್ಪಳ ಜಿಲ್ಲೆಯ ನವವೃಂದಾವನ ಕ್ಷೇತ್ರದಲ್ಲಿ ಜಗದ್ಗುರು ಶ್ರೀವ್ಯಾಸರಾಜರ ಮೂಲ ಮಹಾಸಂಸ್ಥಾನ ಶ್ರೀ ರಾಜಗುರು ಶೀಥರ ಪೂರ್ವಾಧಿ ಮಠ ಮಂತ್ರಾಲಯ ಶ್ರೀ ವ್ಯಾಸರಾಜ ಮಠದಿಂದ ಮಾ.17, 18 ಮತ್ತು 19 ರ ತ್ರಿಕಾಲ, ಚತುರ್ಥಿ ಮತ್ತು ಪಂಚಮಿಯಂದು ಶ್ರೀ ವ್ಯಾಸರಾಜ ಗುರುಸಾರ್ವಭೌಮರ ಆರಾಧನಾ ಮಹೋತ್ಸವ ಅತ್ಯಂತ ಭಕ್ತಿಪೂರ್ವಕವಾಗಿ ಜರುಗುತ್ತಿದೆ. ಶ್ರೀ ವ್ಯಾಸರಾಜ ಗುರುಸಾರ್ವಭೌಮರ 486ನೇ ಆರಾಧನಾ ಮಹೋತ್ಸವವನ್ನು ಪ್ರಸ್ತುತ ಪೀಠಾಧಿಪತಿಗಳಾದ ಪರಮಪೂಜ್ಯ ಶ್ರೀ 1008 ಶ್ರೀ ವಿದ್ಯಾಶ್ರೀಶ ತೀರ್ಥ ಶ್ರೀಪಾದಂಗಳವರ	[513, 559, 818, 685]
story-urus	[15, 93, 487, 572]
story-col-2: ರಾಮನಗರ ತಾಲೂಕು ಬಿಡದಿ ಹೋಬಳಿಯ ಕೇತಗಾನಹಳ್ಳಿ ಸರ್ವೆ ನಂ. 7, 8, 9, 10, 16, 17 ಮತ್ತು 79ರಲ್ಲಿ ಭೂ ಒತ್ತುವರಿ ಆರೋಪ ಕೇಳಿ ಬಂದಿತ್ತು. ಸರ್ವೆ ಮಾಡಿ ಜಮೀನು ಗುರುತಿಸಿ ಕೊಡುವಂತೆ ಅವರು ಮನವಿ ಮಾಡಿದ್ದಾರೆ. ಹೈಕೋರ್ಟ್ ನಿರ್ದೇಶನದಂತೆ ತಹಶೀಲ್ದಾರ್ ಅವರು ನೋಟಿಸ್ ನೀಡಿದ್ದು, ಕಂದಾಯ ದಾಖಲೆಗಳ ಪರಿಶೀಲನೆ ಬಳಿಕ ಮುಂದಿನ ಕ್ರಮ ಕೈಗೊಳ್ಳಲಾಗುವುದು ಎಂದು ತಿಳಿಸಲಾಗಿದೆ.	[1244, 2007, 1499, 2133]
column-divider	[495, 93, 496, 1870]
